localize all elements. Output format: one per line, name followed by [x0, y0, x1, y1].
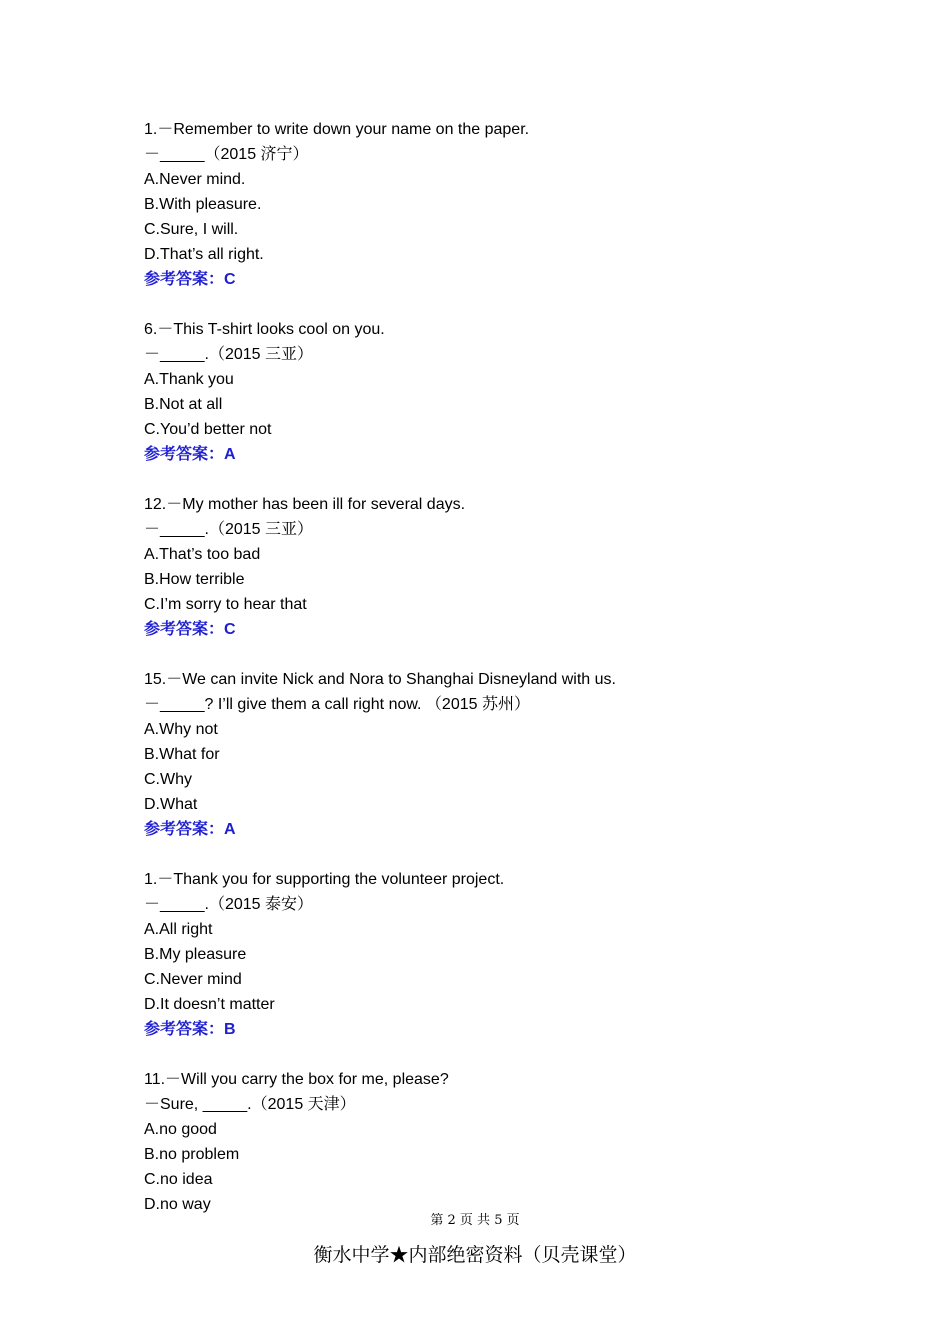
- question-item: [144, 492, 844, 642]
- footer-title: 衡水中学★内部绝密资料（贝壳课堂）: [313, 1244, 637, 1266]
- option-b: B.What for: [144, 746, 220, 763]
- option-a: A.Why not: [144, 721, 218, 738]
- question-item: [144, 667, 844, 842]
- question-stem: 12.－My mother has been ill for several days.: [144, 496, 466, 513]
- option-b: B.My pleasure: [144, 946, 247, 963]
- question-prompt: －_____? I’ll give them a call right now. （2015 苏州）: [144, 696, 530, 713]
- option-c: C.no idea: [144, 1171, 213, 1188]
- option-a: A.Never mind.: [144, 171, 246, 188]
- option-c: C.I’m sorry to hear that: [144, 596, 307, 613]
- question-item: [144, 867, 844, 1042]
- question-stem: 15.－We can invite Nick and Nora to Shanghai Disneyland with us.: [144, 671, 616, 688]
- question-prompt: －_____（2015 济宁）: [144, 146, 309, 163]
- option-b: B.Not at all: [144, 396, 223, 413]
- option-a: A.That’s too bad: [144, 546, 261, 563]
- question-prompt: －_____.（2015 三亚）: [144, 346, 313, 363]
- question-item: [144, 117, 844, 292]
- question-stem: 11.－Will you carry the box for me, please?: [144, 1071, 449, 1088]
- reference-answer: 参考答案：B: [144, 1021, 236, 1038]
- option-d: D.That’s all right.: [144, 246, 264, 263]
- question-list: [144, 117, 844, 1242]
- question-prompt: －_____.（2015 三亚）: [144, 521, 313, 538]
- reference-answer: 参考答案：C: [144, 621, 236, 638]
- page-number: 第 2 页 共 5 页: [430, 1213, 520, 1228]
- question-stem: 1.－Remember to write down your name on the paper.: [144, 121, 530, 138]
- option-d: D.What: [144, 796, 198, 813]
- question-prompt: －Sure, _____.（2015 天津）: [144, 1096, 356, 1113]
- option-c: C.Never mind: [144, 971, 242, 988]
- option-c: C.Sure, I will.: [144, 221, 239, 238]
- question-item: [144, 317, 844, 467]
- question-stem: 1.－Thank you for supporting the volunteer project.: [144, 871, 505, 888]
- question-stem: 6.－This T-shirt looks cool on you.: [144, 321, 385, 338]
- option-b: B.no problem: [144, 1146, 240, 1163]
- reference-answer: 参考答案：C: [144, 271, 236, 288]
- option-a: A.All right: [144, 921, 213, 938]
- option-d: D.It doesn’t matter: [144, 996, 275, 1013]
- option-c: C.Why: [144, 771, 192, 788]
- option-a: A.Thank you: [144, 371, 234, 388]
- question-item: [144, 1067, 844, 1217]
- option-c: C.You’d better not: [144, 421, 272, 438]
- option-b: B.With pleasure.: [144, 196, 262, 213]
- option-a: A.no good: [144, 1121, 217, 1138]
- option-d: D.no way: [144, 1196, 211, 1213]
- option-b: B.How terrible: [144, 571, 245, 588]
- question-prompt: －_____.（2015 泰安）: [144, 896, 313, 913]
- reference-answer: 参考答案：A: [144, 821, 236, 838]
- reference-answer: 参考答案：A: [144, 446, 236, 463]
